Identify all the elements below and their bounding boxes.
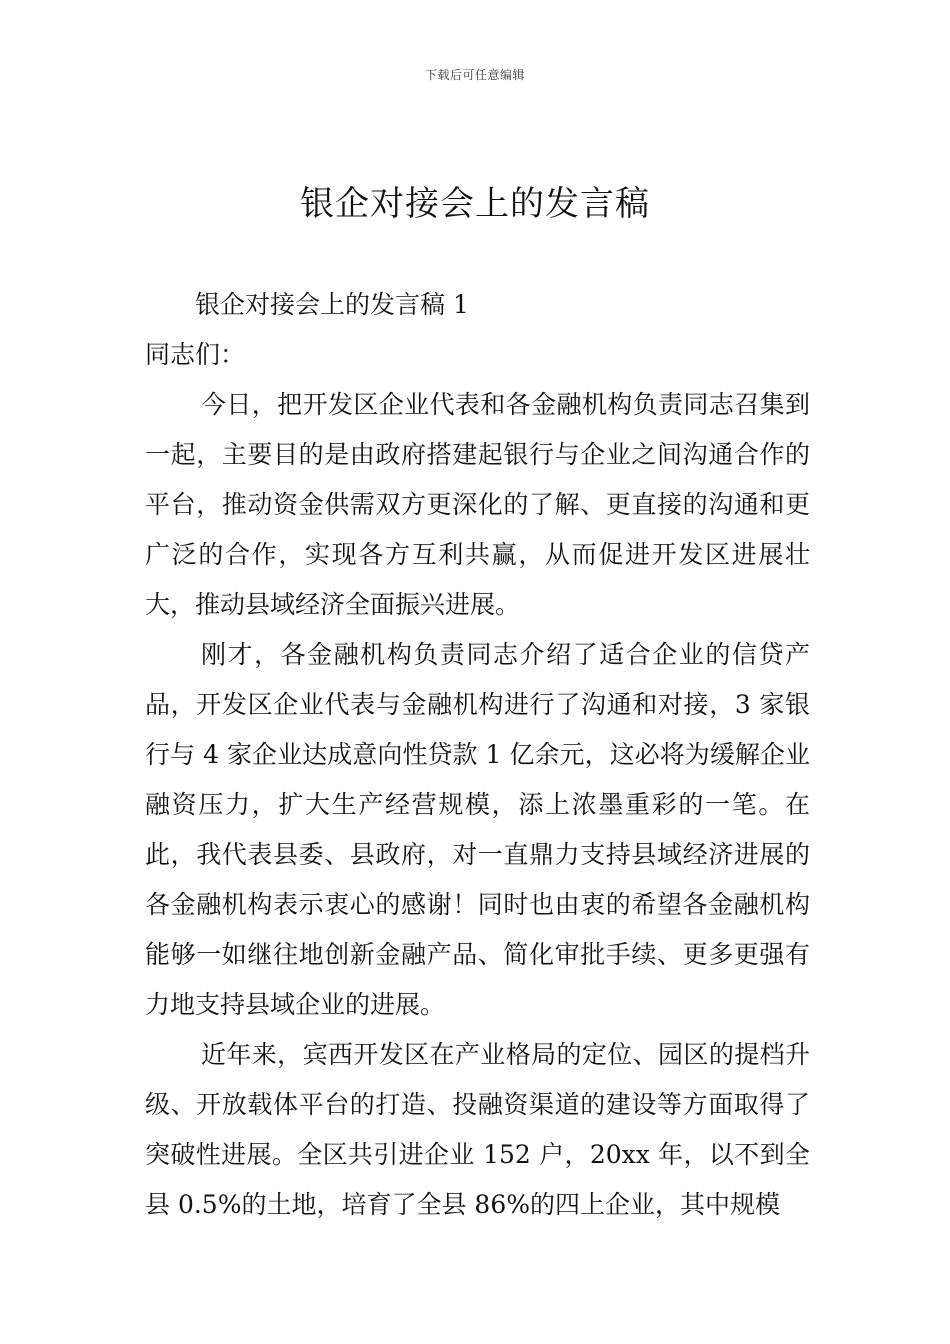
document-body xyxy=(145,280,810,1230)
paragraph-3: 近年来，宾西开发区在产业格局的定位、园区的提档升级、开放载体平台的打造、投融资渠道的建设等方面取得了突破性进展。全区共引进企业 152 户，20xx 年，以不到全县 0.5%的土地，培育了全县 86%的四上企业，其中规模 xyxy=(145,1040,810,1219)
document-title: 银企对接会上的发言稿 xyxy=(300,184,650,224)
paragraph-1: 今日，把开发区企业代表和各金融机构负责同志召集到一起，主要目的是由政府搭建起银行与企业之间沟通合作的平台，推动资金供需双方更深化的了解、更直接的沟通和更广泛的合作，实现各方互利共赢，从而促进开发区进展壮大，推动县域经济全面振兴进展。 xyxy=(145,390,810,619)
greeting: 同志们： xyxy=(145,340,246,369)
header-note: 下载后可任意编辑 xyxy=(424,68,525,82)
paragraph-2: 刚才，各金融机构负责同志介绍了适合企业的信贷产品，开发区企业代表与金融机构进行了沟通和对接，3 家银行与 4 家企业达成意向性贷款 1 亿余元，这必将为缓解企业融资压力，扩大生产经营规模，添上浓墨重彩的一笔。在此，我代表县委、县政府，对一直鼎力支持县域经济进展的各金融机构表示衷心的感谢！同时也由衷的希望各金融机构能够一如继往地创新金融产品、简化审批手续、更多更强有力地支持县域企业的进展。 xyxy=(145,640,810,1019)
section-subtitle: 银企对接会上的发言稿 1 xyxy=(195,290,469,319)
